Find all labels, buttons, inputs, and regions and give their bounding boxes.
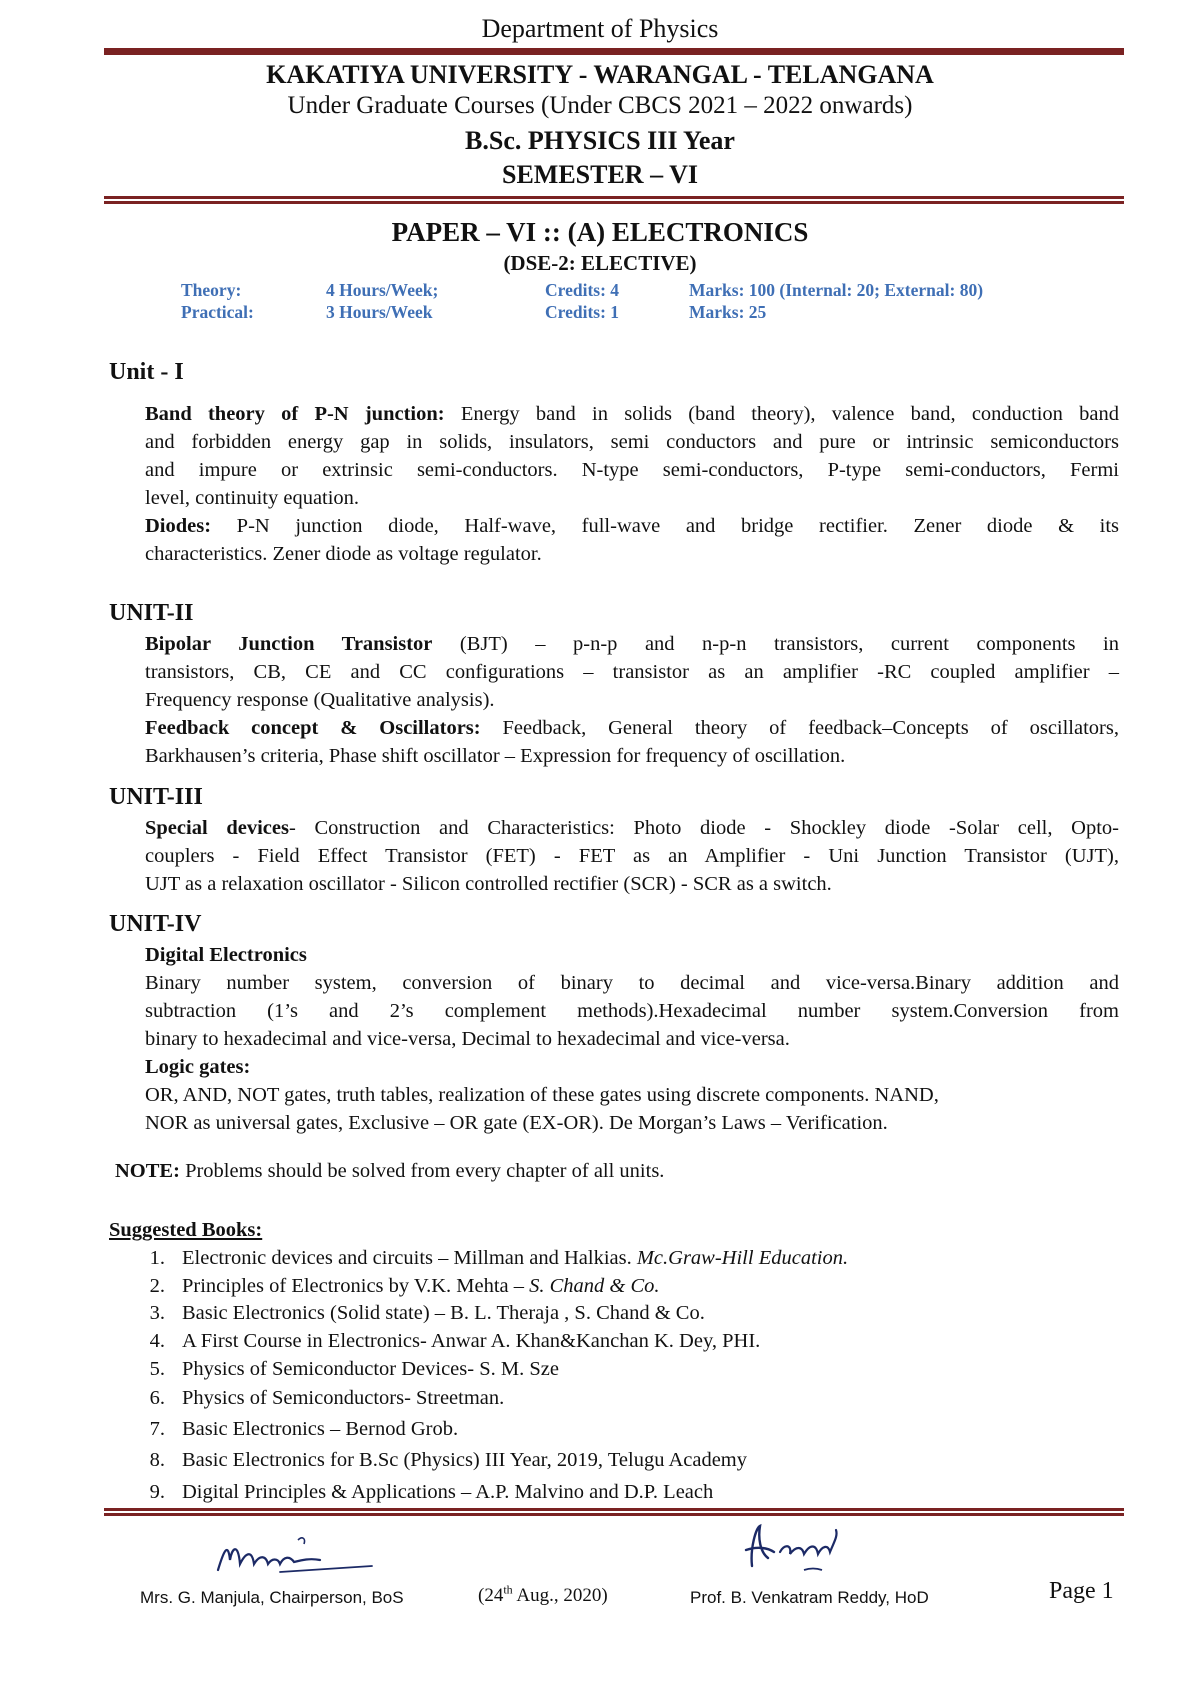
topic-text: P-N junction diode, Half-wave, full-wave and bridge rectifier. Zener diode & its: [211, 515, 1119, 537]
topic-text: level, continuity equation.: [145, 487, 360, 509]
unit-1-content: [145, 400, 1119, 568]
topic-text: binary to hexadecimal and vice-versa, Decimal to hexadecimal and vice-versa.: [145, 1028, 790, 1050]
unit-1-heading: Unit - I: [109, 359, 184, 385]
credit-label: Theory:: [181, 280, 242, 300]
credit-label: Practical:: [181, 302, 254, 322]
paper-subtitle: (DSE-2: ELECTIVE): [503, 251, 697, 275]
topic-text: Energy band in solids (band theory), valence band, conduction band: [444, 403, 1119, 425]
topic-text: Frequency response (Qualitative analysis).: [145, 689, 495, 711]
credits-row-theory: [0, 280, 1200, 304]
credit-hours: 4 Hours/Week;: [326, 280, 439, 300]
hod-name: Prof. B. Venkatram Reddy, HoD: [690, 1588, 929, 1607]
semester: SEMESTER – VI: [501, 160, 699, 189]
books-heading: Suggested Books:: [109, 1219, 263, 1241]
university-name: KAKATIYA UNIVERSITY - WARANGAL - TELANGANA: [266, 60, 934, 89]
topic-text: and forbidden energy gap in solids, insulators, semi conductors and pure or intrinsic semiconductors: [145, 431, 1119, 453]
topic-title: Feedback concept & Oscillators:: [145, 717, 481, 739]
note: [115, 1160, 664, 1183]
top-divider: [104, 48, 1124, 55]
unit-4-content: [145, 941, 1119, 1137]
topic-title: Band theory of P-N junction:: [145, 403, 445, 425]
subsection-title: Logic gates:: [145, 1056, 251, 1078]
program-year: B.Sc. PHYSICS III Year: [465, 126, 735, 155]
footer-divider: [104, 1508, 1124, 1511]
unit-2-content: [145, 630, 1119, 770]
topic-text: OR, AND, NOT gates, truth tables, realization of these gates using discrete components. NAND,: [145, 1084, 939, 1106]
topic-text: UJT as a relaxation oscillator - Silicon controlled rectifier (SCR) - SCR as a switch.: [145, 873, 832, 895]
topic-text: and impure or extrinsic semi-conductors. N-type semi-conductors, P-type semi-conductors, Fermi: [145, 459, 1119, 481]
note-label: NOTE:: [115, 1160, 180, 1182]
credit-value: Credits: 1: [545, 302, 620, 322]
credit-hours: 3 Hours/Week: [326, 302, 433, 322]
topic-text: Barkhausen’s criteria, Phase shift oscillator – Expression for frequency of oscillation.: [145, 745, 846, 767]
topic-text: transistors, CB, CE and CC configurations – transistor as an amplifier -RC coupled amplifier –: [145, 661, 1119, 683]
chairperson-name: Mrs. G. Manjula, Chairperson, BoS: [140, 1588, 404, 1607]
note-text: Problems should be solved from every chapter of all units.: [179, 1160, 665, 1182]
credit-marks: Marks: 25: [689, 302, 767, 322]
paper-title: PAPER – VI :: (A) ELECTRONICS: [391, 217, 809, 247]
page-number: Page 1: [1049, 1578, 1114, 1604]
topic-text: NOR as universal gates, Exclusive – OR gate (EX-OR). De Morgan’s Laws – Verification.: [145, 1112, 888, 1134]
topic-text: - Construction and Characteristics: Photo diode - Shockley diode -Solar cell, Opto-: [288, 817, 1119, 839]
document-page: Department of Physics KAKATIYA UNIVERSITY - WARANGAL - TELANGANA Under Graduate Courses (Under CBCS 2021 – 2022 onwards) B.Sc. PHYSICS III Year SEMESTER – VI PAPER – VI :: (A) ELECTRONICS (DSE-2: ELECTIVE) Theory: 4 Hours/Week; Credits: 4 Marks: 100 (Internal: 20; External: 80) Practical: 3 Hours/Week Credits: 1 Marks: 25 Unit - I Band theory of P-N junction: Energy band in solids (band theory), valence band, conduction band and forbidden energy gap in solids, insulators, semi conductors and pure or intrinsic semiconductors and impure or extrinsic semi-conductors. N-type semi-conductors, P-type semi-conductors, Fermi level, continuity equation. Diodes: P-N junction diode, Half-wave, full-wave and bridge rectifier. Zener diode & its characteristics. Zener diode as voltage regulator. UNIT-II Bipolar Junction Transistor (BJT) – p-n-p and n-p-n transistors, current components in transistors, CB, CE and CC configurations – transistor as an amplifier -RC coupled amplifier – Frequency response (Qualitative analysis). Feedback concept & Oscillators: Feedback, General theory of feedback–Concepts of oscillators, Barkhausen’s criteria, Phase shift oscillator – Expression for frequency of oscillation. UNIT-III Special devices- Construction and Characteristics: Photo diode - Shockley diode -Solar cell, Opto- couplers - Field Effect Transistor (FET) - FET as an Amplifier - Uni Junction Transistor (UJT), UJT as a relaxation oscillator - Silicon controlled rectifier (SCR) - SCR as a switch. UNIT-IV Digital Electronics Binary number system, conversion of binary to decimal and vice-versa.Binary addition and subtraction (1’s and 2’s complement methods).Hexadecimal number system.Conversion from binary to hexadecimal and vice-versa, Decimal to hexadecimal and vice-versa. Logic gates: OR, AND, NOT gates, truth tables, realization of these gates using discrete components. NAND, NOR as universal gates, Exclusive – OR gate (EX-OR). De Morgan’s Laws – Verification. NOTE: Problems should be solved from every chapter of all units. Suggested Books: 1. Electronic devices and circuits – Millman and Halkias. Mc.Graw-Hill Education. 2. Principles of Electronics by V.K. Mehta – S. Chand & Co. 3. Basic Electronics (Solid state) – B. L. Theraja , S. Chand & Co. 4. A First Course in Electronics- Anwar A. Khan&Kanchan K. Dey, PHI. 5. Physics of Semiconductor Devices- S. M. Sze 6. Physics of Semiconductors- Streetman. 7. Basic Electronics – Bernod Grob. 8. Basic Electronics for B.Sc (Physics) III Year, 2019, Telugu Academy 9. Digital Principles & Applications – A.P. Malvino and D.P. Leach Mrs. G. Manjula, Chairperson, BoS (24th Aug., 2020) Prof. B. Venkatram Reddy, HoD Page 1: [0, 0, 1200, 1696]
header-divider-2: [104, 201, 1124, 204]
footer-divider-2: [104, 1513, 1124, 1516]
topic-title: Special devices: [145, 817, 289, 839]
header-divider: [104, 196, 1124, 199]
topic-title: Bipolar Junction Transistor: [145, 633, 433, 655]
unit-2-heading: UNIT-II: [109, 600, 194, 626]
unit-3-content: [145, 814, 1119, 898]
footer-date: (24th Aug., 2020): [478, 1582, 608, 1606]
chairperson-signature: [210, 1530, 380, 1586]
unit-4-heading: UNIT-IV: [109, 911, 202, 937]
credit-value: Credits: 4: [545, 280, 620, 300]
topic-text: couplers - Field Effect Transistor (FET) - FET as an Amplifier - Uni Junction Transistor (UJT),: [145, 845, 1119, 867]
credit-marks: Marks: 100 (Internal: 20; External: 80): [689, 280, 984, 300]
topic-text: subtraction (1’s and 2’s complement methods).Hexadecimal number system.Conversion from: [145, 1000, 1119, 1022]
unit-3-heading: UNIT-III: [109, 784, 203, 810]
topic-text: (BJT) – p-n-p and n-p-n transistors, current components in: [432, 633, 1119, 655]
department-name: Department of Physics: [481, 14, 719, 43]
topic-text: characteristics. Zener diode as voltage regulator.: [145, 543, 542, 565]
topic-text: Binary number system, conversion of binary to decimal and vice-versa.Binary addition and: [145, 972, 1119, 994]
subsection-title: Digital Electronics: [145, 944, 307, 966]
course-scheme: Under Graduate Courses (Under CBCS 2021 – 2022 onwards): [287, 92, 913, 119]
topic-title: Diodes:: [145, 515, 212, 537]
hod-signature: [738, 1518, 888, 1580]
credits-row-practical: [0, 302, 1200, 326]
topic-text: Feedback, General theory of feedback–Concepts of oscillators,: [480, 717, 1119, 739]
